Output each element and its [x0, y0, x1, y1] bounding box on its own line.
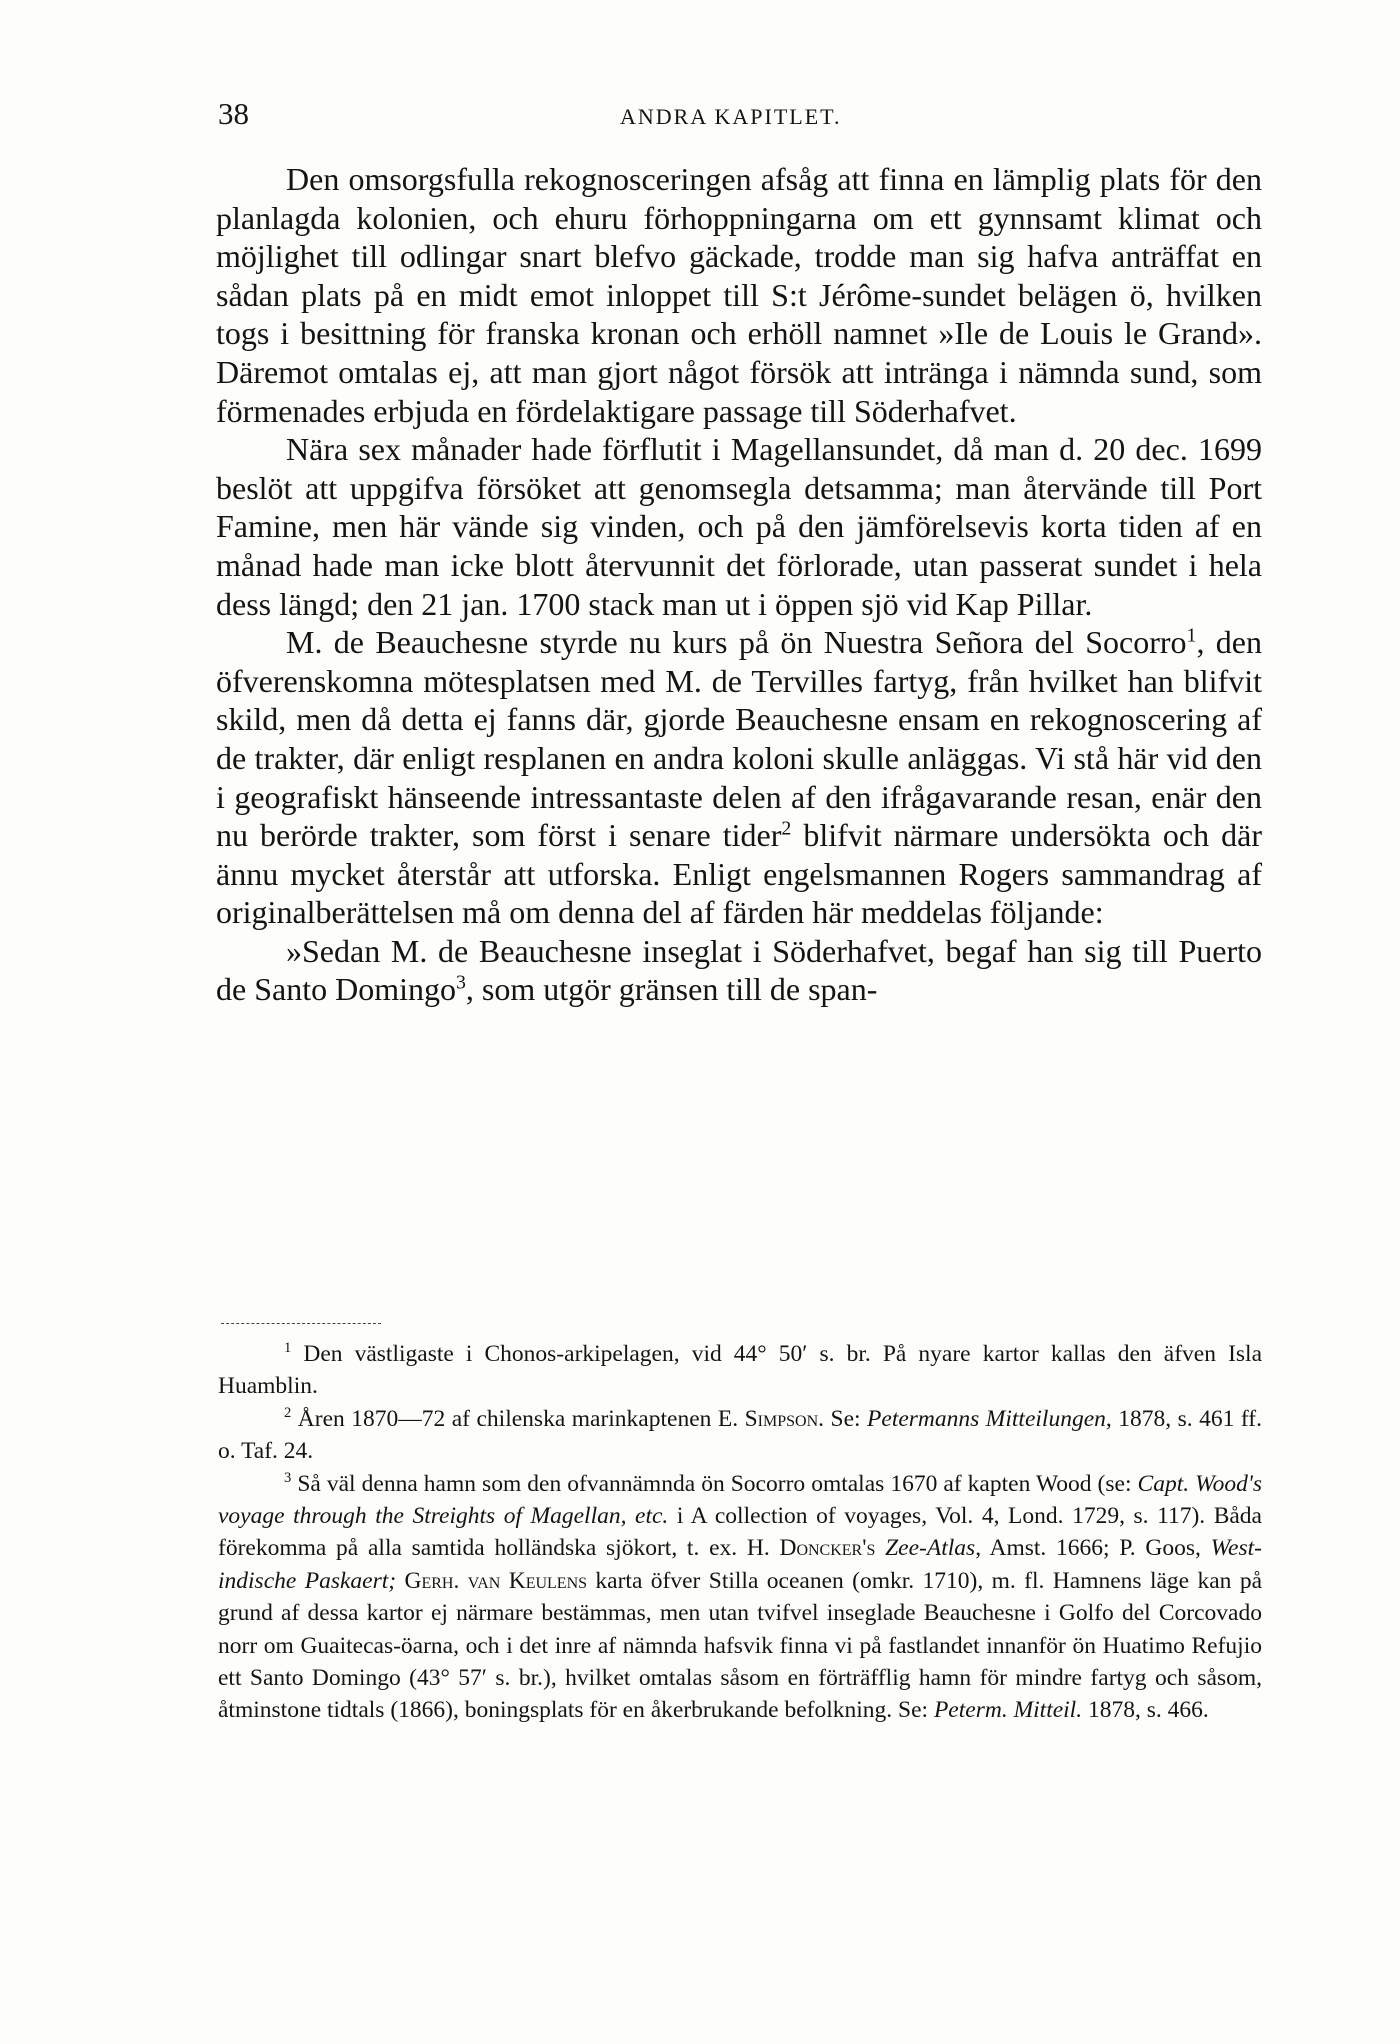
footnote-marker: 2 — [781, 817, 792, 840]
paragraph — [216, 430, 1262, 623]
footnote-text: . Se: — [818, 1405, 868, 1432]
citation-title: Capt. Wood's voyage through the Streights of Magellan, etc. — [218, 1470, 1262, 1530]
citation-title: Peterm. Mitteil. — [933, 1697, 1083, 1724]
paragraph — [216, 623, 1262, 932]
footnote-3 — [218, 1468, 1262, 1727]
page-header — [218, 96, 1260, 136]
author-name: Doncker's — [779, 1535, 876, 1562]
footnote-2 — [218, 1403, 1262, 1468]
footnote-text: Den västligaste i Chonos-arkipelagen, vid 44° 50′ s. br. På nyare kartor kallas den äfven Isla Huamblin. — [218, 1341, 1262, 1400]
paragraph-text: , som utgör gränsen till de span- — [465, 971, 878, 1008]
paragraph-text: , den öfverenskomna mötesplatsen med M. de Tervilles fartyg, från hvilket han blifvit skild, men då detta ej fanns där, gjorde Beauchesne ensam en rekognoscering af de trakter, där enligt resplanen en andra koloni skulle anläggas. Vi stå här vid den i geografiskt hänseende intressantaste delen af den ifrågavarande resan, enär den nu berörde trakter, som först i senare tider — [216, 624, 1263, 854]
citation-title: West-indische Paskaert; — [218, 1535, 1262, 1594]
footnote-1 — [218, 1338, 1262, 1403]
footnotes — [218, 1338, 1262, 1727]
footnote-marker: 3 — [455, 971, 466, 994]
citation-title: Zee-Atlas — [885, 1535, 976, 1562]
footnote-text — [875, 1535, 885, 1561]
footnote-text: , Amst. 1666; P. Goos, — [975, 1535, 1211, 1562]
footnote-number: 1 — [284, 1340, 292, 1357]
paragraph-text: Nära sex månader hade förflutit i Magellansundet, då man d. 20 dec. 1699 beslöt att uppgifva försöket att genomsegla detsamma; man återvände till Port Famine, men här vände sig vinden, och på den jämförelsevis korta tiden af en månad hade man icke blott återvunnit det förlorade, utan passerat sundet i hela dess längd; den 21 jan. 1700 stack man ut i öppen sjö vid Kap Pillar. — [216, 431, 1262, 622]
page-number: 38 — [218, 96, 249, 131]
footnote-text: i A collection of voyages, Vol. 4, Lond. 1729, s. 117). Båda förekomma på alla samtida holländska sjökort, t. ex. H. — [218, 1503, 1262, 1562]
citation-title: Petermanns Mitteilungen — [867, 1405, 1106, 1432]
footnote-number: 3 — [284, 1469, 292, 1486]
footnote-text: Så väl denna hamn som den ofvannämnda ön Socorro omtalas 1670 af kapten Wood (se: — [291, 1470, 1138, 1497]
author-name: Simpson — [744, 1405, 819, 1432]
paragraph — [216, 160, 1262, 430]
paragraph — [216, 932, 1262, 1009]
footnote-marker: 1 — [1186, 624, 1197, 647]
footnote-text: Åren 1870—72 af chilenska marinkaptenen E. — [291, 1405, 745, 1432]
paragraph-text: »Sedan M. de Beauchesne inseglat i Söderhafvet, begaf han sig till Puerto de Santo Domingo — [216, 932, 1262, 1008]
paragraph-text: M. de Beauchesne styrde nu kurs på ön Nuestra Señora del Socorro — [286, 624, 1187, 661]
running-head: ANDRA KAPITLET. — [620, 104, 842, 129]
footnote-text: 1878, s. 466. — [1082, 1697, 1209, 1724]
author-name: Gerh. van Keulens — [404, 1567, 588, 1594]
footnote-number: 2 — [284, 1404, 292, 1421]
body-text — [216, 160, 1262, 1009]
paragraph-text: Den omsorgsfulla rekognosceringen afsåg att finna en lämplig plats för den planlagda kolonien, och ehuru förhoppningarna om ett gynnsamt klimat och möjlighet till odlingar snart blefvo gäckade, trodde man sig hafva anträffat en sådan plats på en midt emot inloppet till S:t Jérôme-sundet belägen ö, hvilken togs i besittning för franska kronan och erhöll namnet »Ile de Louis le Grand». Däremot omtalas ej, att man gjort något försök att intränga i nämnda sund, som förmenades erbjuda en fördelaktigare passage till Söderhafvet. — [216, 161, 1262, 429]
footnote-text: , 1878, s. 461 ff. o. Taf. 24. — [218, 1405, 1263, 1465]
footnote-separator — [221, 1323, 381, 1324]
footnote-text: karta öfver Stilla oceanen (omkr. 1710), m. fl. Hamnens läge kan på grund af dessa kartor ej närmare bestämmas, men utan tvifvel inseglade Beauchesne i Golfo del Corcovado norr om Guaitecas-öarna, och i det inre af nämnda hafsvik finna vi på fastlandet innanför ön Huatimo Refujio ett Santo Domingo (43° 57′ s. br.), hvilket omtalas såsom en förträfflig hamn för mindre fartyg och såsom, åtminstone tidtals (1866), boningsplats för en åkerbrukande befolkning. Se: — [218, 1567, 1263, 1724]
paragraph-text: blifvit närmare undersökta och där ännu mycket återstår att utforska. Enligt engelsmannen Rogers sammandrag af originalberättelsen må om denna del af färden här meddelas följande: — [216, 817, 1263, 931]
